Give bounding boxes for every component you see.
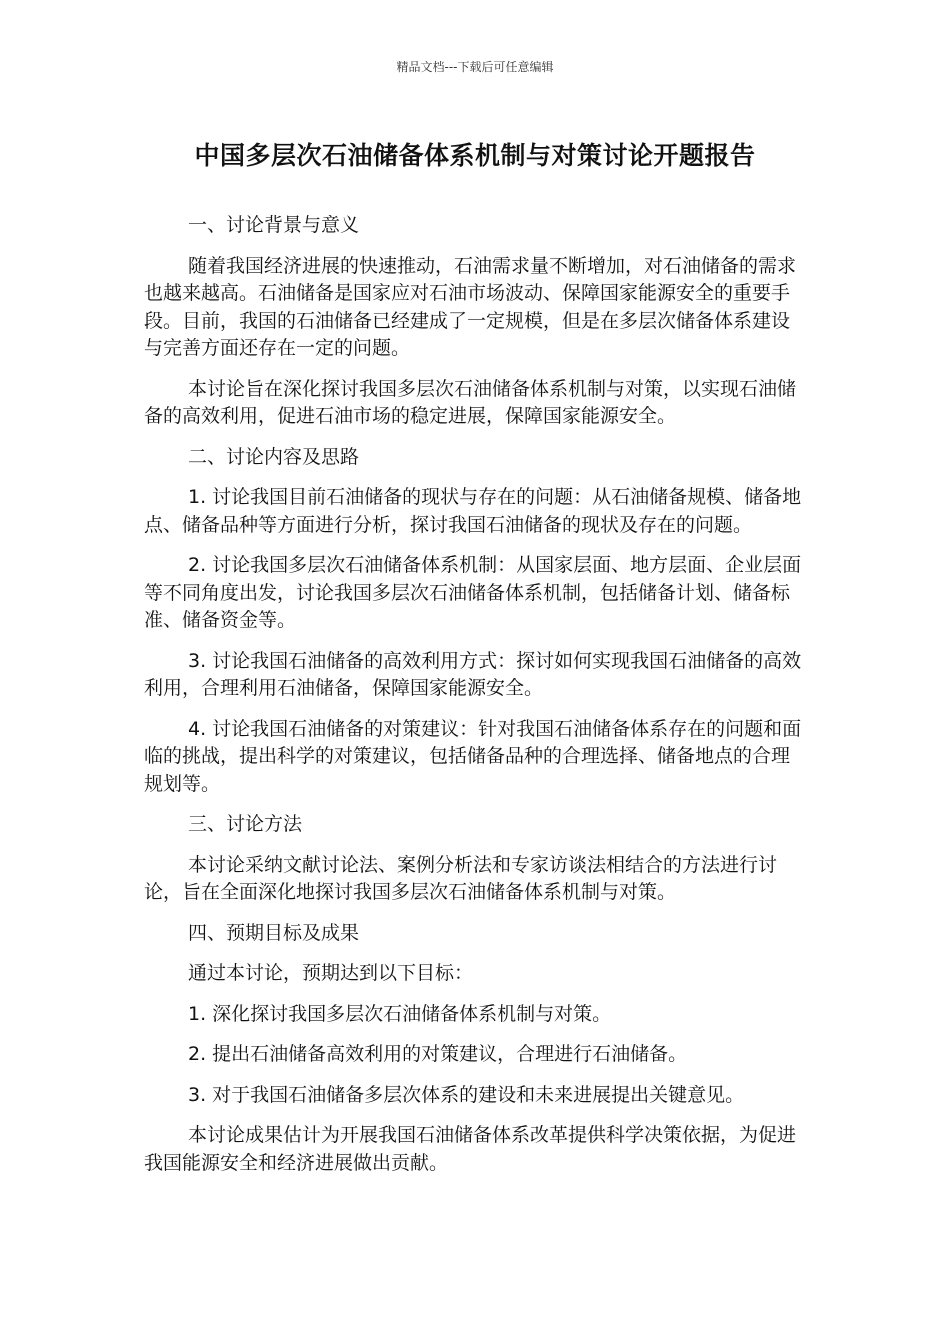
- header-note: 精品文档---下载后可任意编辑: [396, 60, 554, 74]
- document-title: 中国多层次石油储备体系机制与对策讨论开题报告: [194, 141, 756, 170]
- section-1: [144, 212, 806, 431]
- paragraph: 本讨论旨在深化探讨我国多层次石油储备体系机制与对策，以实现石油储备的高效利用，促进石油市场的稳定进展，保障国家能源安全。: [144, 377, 797, 427]
- section-heading: 一、讨论背景与意义: [188, 214, 360, 236]
- list-item: 3. 讨论我国石油储备的高效利用方式：探讨如何实现我国石油储备的高效利用，合理利用石油储备，保障国家能源安全。: [144, 649, 802, 699]
- section-2: [144, 444, 806, 799]
- section-heading: 二、讨论内容及思路: [188, 445, 360, 468]
- list-item: 4. 讨论我国石油储备的对策建议：针对我国石油储备体系存在的问题和面临的挑战，提出科学的对策建议，包括储备品种的合理选择、储备地点的合理规划等。: [144, 717, 802, 795]
- list-item: 1. 深化探讨我国多层次石油储备体系机制与对策。: [188, 1002, 612, 1025]
- list-item: 2. 讨论我国多层次石油储备体系机制：从国家层面、地方层面、企业层面等不同角度出发，讨论我国多层次石油储备体系机制，包括储备计划、储备标准、储备资金等。: [144, 554, 802, 631]
- document-body: [144, 212, 806, 1190]
- list-item: 1. 讨论我国目前石油储备的现状与存在的问题：从石油储备规模、储备地点、储备品种等方面进行分析，探讨我国石油储备的现状及存在的问题。: [144, 486, 802, 536]
- section-3: [144, 811, 806, 907]
- paragraph: 本讨论成果估计为开展我国石油储备体系改革提供科学决策依据，为促进我国能源安全和经济进展做出贡献。: [144, 1124, 797, 1174]
- list-item: 2. 提出石油储备高效利用的对策建议，合理进行石油储备。: [188, 1043, 688, 1065]
- paragraph: 本讨论采纳文献讨论法、案例分析法和专家访谈法相结合的方法进行讨论，旨在全面深化地探讨我国多层次石油储备体系机制与对策。: [144, 853, 778, 903]
- list-item: 3. 对于我国石油储备多层次体系的建设和未来进展提出关键意见。: [188, 1083, 745, 1106]
- section-heading: 四、预期目标及成果: [188, 921, 360, 944]
- section-4: [144, 920, 806, 1178]
- paragraph: 通过本讨论，预期达到以下目标：: [188, 962, 474, 984]
- paragraph: 随着我国经济进展的快速推动，石油需求量不断增加，对石油储备的需求也越来越高。石油储备是国家应对石油市场波动、保障国家能源安全的重要手段。目前，我国的石油储备已经建成了一定规模，但是在多层次储备体系建设与完善方面还存在一定的问题。: [144, 254, 797, 359]
- section-heading: 三、讨论方法: [188, 813, 303, 835]
